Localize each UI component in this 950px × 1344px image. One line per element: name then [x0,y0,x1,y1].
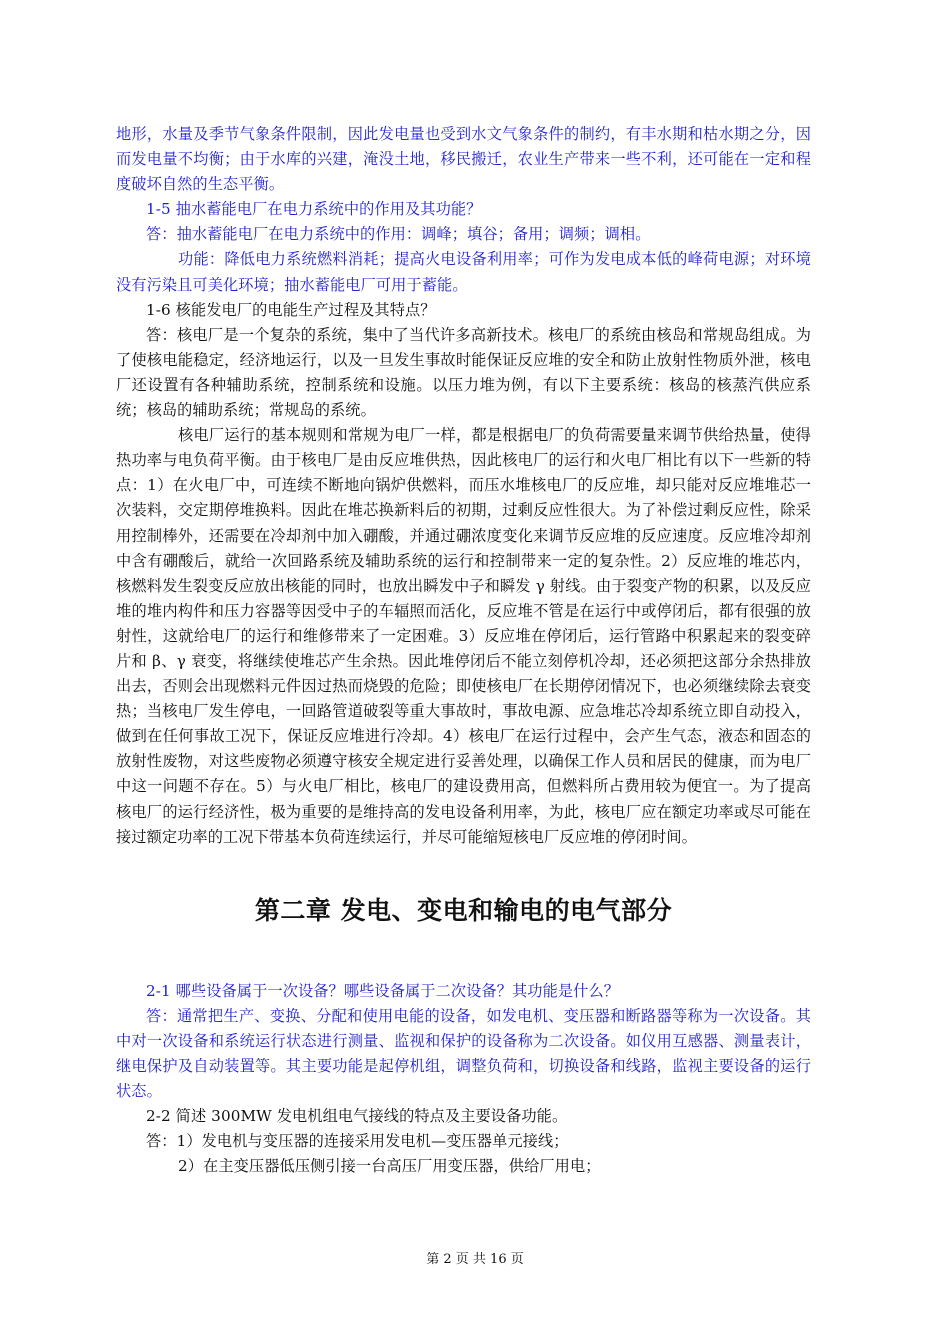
answer-1-6-features: 核电厂运行的基本规则和常规为电厂一样，都是根据电厂的负荷需要量来调节供给热量，使得热功率与电负荷平衡。由于核电厂是由反应堆供热，因此核电厂的运行和火电厂相比有以下一些新的特点：1）在火电厂中，可连续不断地向锅炉供燃料，而压水堆核电厂的反应堆，却只能对反应堆堆芯一次装料，交定期停堆换料。因此在堆芯换新料后的初期，过剩反应性很大。为了补偿过剩反应性，除采用控制棒外，还需要在冷却剂中加入硼酸，并通过硼浓度变化来调节反应堆的反应速度。反应堆冷却剂中含有硼酸后，就给一次回路系统及辅助系统的运行和控制带来一定的复杂性。2）反应堆的堆芯内，核燃料发生裂变反应放出核能的同时，也放出瞬发中子和瞬发 γ 射线。由于裂变产物的积累，以及反应堆的堆内构件和压力容器等因受中子的车辐照而活化，反应堆不管是在运行中或停闭后，都有很强的放射性，这就给电厂的运行和维修带来了一定困难。3）反应堆在停闭后，运行管路中积累起来的裂变碎片和 β、γ 衰变，将继续使堆芯产生余热。因此堆停闭后不能立刻停机冷却，还必须把这部分余热排放出去，否则会出现燃料元件因过热而烧毁的危险；即使核电厂在长期停闭情况下，也必须继续除去衰变热；当核电厂发生停电，一回路管道破裂等重大事故时，事故电源、应急堆芯冷却系统立即自动投入，做到在任何事故工况下，保证反应堆进行冷却。4）核电厂在运行过程中，会产生气态，液态和固态的放射性废物，对这些废物必须遵守核安全规定进行妥善处理，以确保工作人员和居民的健康，而为电厂中这一问题不存在。5）与火电厂相比，核电厂的建设费用高，但燃料所占费用较为便宜一。为了提高核电厂的运行经济性，极为重要的是维持高的发电设备利用率，为此，核电厂应在额定功率或尽可能在接过额定功率的工况下带基本负荷连续运行，并尽可能缩短核电厂反应堆的停闭时间。 [116,426,811,846]
answer-2-2-item-2: 2）在主变压器低压侧引接一台高压厂用变压器，供给厂用电； [178,1157,601,1176]
question-1-5: 1-5 抽水蓄能电厂在电力系统中的作用及其功能？ [146,200,482,219]
paragraph-hydro-continuation: 地形，水量及季节气象条件限制，因此发电量也受到水文气象条件的制约，有丰水期和枯水期之分，因而发电量不均衡；由于水库的兴建，淹没土地，移民搬迁，农业生产带来一些不利，还可能在一定和程度破坏自然的生态平衡。 [116,125,811,194]
question-2-1: 2-1 哪些设备属于一次设备？哪些设备属于二次设备？其功能是什么？ [146,981,620,1000]
chapter-heading: 第二章 发电、变电和输电的电气部分 [254,895,673,925]
question-1-6: 1-6 核能发电厂的电能生产过程及其特点？ [146,300,436,319]
answer-1-6: 答：核电厂是一个复杂的系统，集中了当代许多高新技术。核电厂的系统由核岛和常规岛组成。为了使核电能稳定，经济地运行，以及一旦发生事故时能保证反应堆的安全和防止放射性物质外泄，核电厂还设置有各种辅助系统，控制系统和设施。以压力堆为例，有以下主要系统：核岛的核蒸汽供应系统；核岛的辅助系统；常规岛的系统。 [116,325,811,420]
answer-2-1: 答：通常把生产、变换、分配和使用电能的设备，如发电机、变压器和断路器等称为一次设备。其中对一次设备和系统运行状态进行测量、监视和保护的设备称为二次设备。如仪用互感器、测量表计，继电保护及自动装置等。其主要功能是起停机组，调整负荷和，切换设备和线路，监视主要设备的运行状态。 [116,1006,811,1101]
answer-1-5: 答：抽水蓄能电厂在电力系统中的作用：调峰；填谷；备用；调频；调相。 [146,225,651,244]
page-number-footer: 第 2 页 共 16 页 [426,1252,524,1267]
question-2-2: 2-2 简述 300MW 发电机组电气接线的特点及主要设备功能。 [146,1107,568,1126]
page-content [116,122,811,1179]
answer-1-5-functions: 功能：降低电力系统燃料消耗；提高火电设备利用率；可作为发电成本低的峰荷电源；对环境没有污染且可美化环境；抽水蓄能电厂可用于蓄能。 [116,250,811,294]
answer-2-2-item-1: 答：1）发电机与变压器的连接采用发电机—变压器单元接线； [146,1132,569,1151]
